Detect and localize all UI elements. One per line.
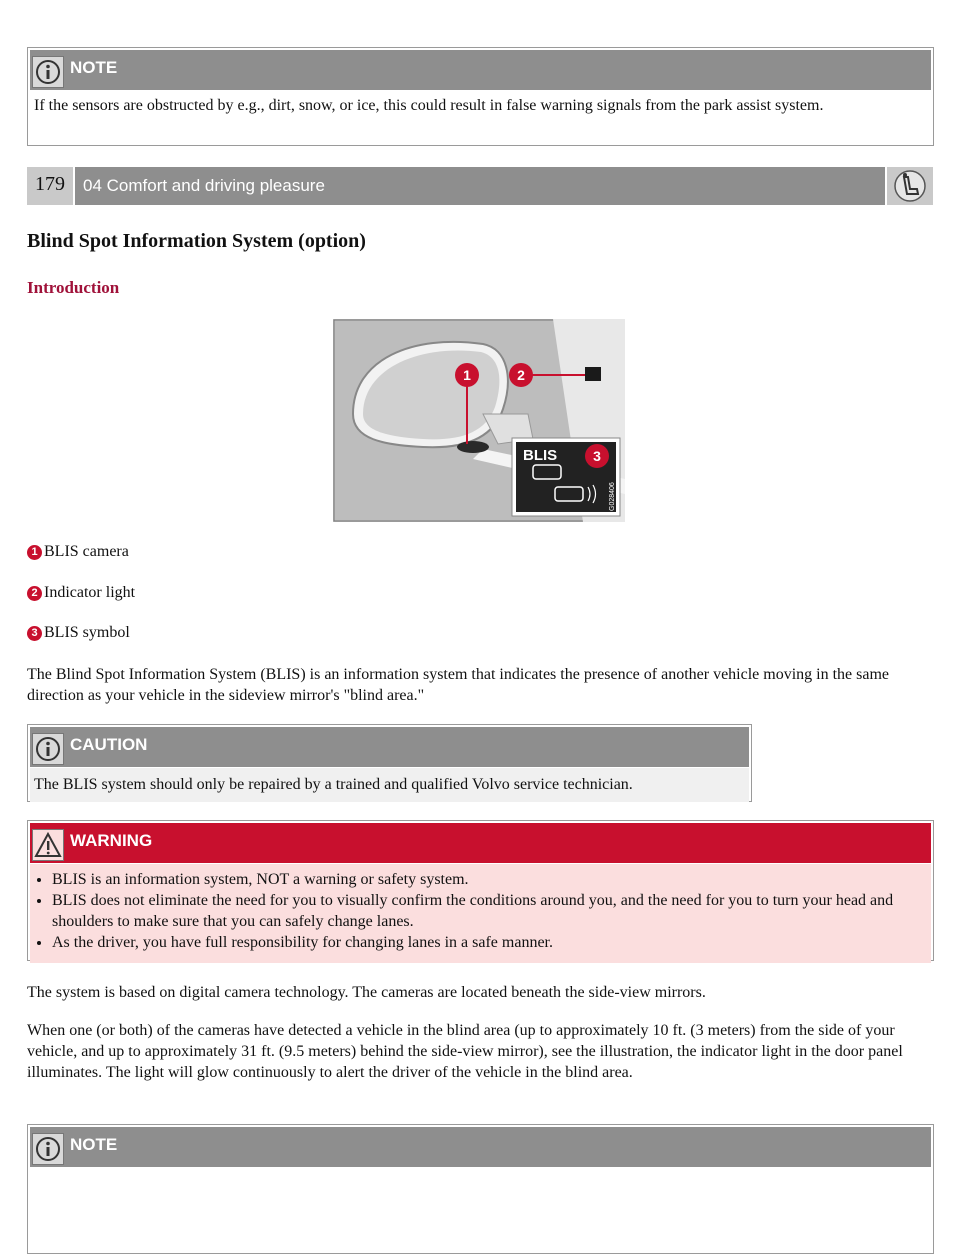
callout-badge: 2 — [27, 586, 42, 601]
warning-list — [30, 869, 927, 953]
legend-label: BLIS symbol — [44, 624, 130, 641]
info-icon — [32, 1133, 64, 1165]
note-text: If the sensors are obstructed by e.g., dirt, snow, or ice, this could result in false warning signals from the park assist system. — [34, 97, 824, 114]
seat-icon — [887, 167, 933, 205]
blis-symbol-text: BLIS — [523, 447, 558, 464]
note-header — [30, 1127, 931, 1167]
page-title: Blind Spot Information System (option) — [27, 230, 366, 252]
chapter-title: 04 Comfort and driving pleasure — [75, 167, 885, 205]
warning-box — [27, 820, 934, 961]
caution-text: The BLIS system should only be repaired by a trained and qualified Volvo service technician. — [30, 768, 749, 802]
section-subheading: Introduction — [27, 278, 120, 297]
legend-item — [27, 543, 129, 561]
figure-code: G028406 — [609, 482, 616, 511]
info-icon — [32, 733, 64, 765]
warning-header — [30, 823, 931, 863]
warning-item: • BLIS is an information system, NOT a warning or safety system. — [52, 869, 927, 890]
page-number: 179 — [27, 167, 73, 205]
caution-box — [27, 724, 752, 802]
intro-paragraph: The Blind Spot Information System (BLIS) is an information system that indicates the presence of another vehicle moving in the same direction as your vehicle in the sideview mirror's "blind area." — [27, 666, 890, 704]
legend-label: Indicator light — [44, 584, 136, 601]
bottom-note-box — [27, 1124, 934, 1254]
top-note-box — [27, 47, 934, 146]
blis-illustration — [333, 319, 625, 522]
info-icon — [32, 56, 64, 88]
caution-header — [30, 727, 749, 767]
paragraph-detection: When one (or both) of the cameras have detected a vehicle in the blind area (up to approximately 10 ft. (3 meters) from the side of your vehicle, and up to approximately 31 ft. (9.5 meters) behind the side-view mirror), see the illustration, the indicator light in the door panel illuminates. The light will glow continuously to alert the driver of the vehicle in the blind area. — [27, 1022, 903, 1081]
note-title: NOTE — [70, 58, 118, 77]
callout-2: 2 — [509, 363, 533, 387]
callout-1: 1 — [455, 363, 479, 387]
legend-label: BLIS camera — [44, 543, 129, 560]
warning-item: • As the driver, you have full responsibility for changing lanes in a safe manner. — [52, 932, 927, 953]
warning-body — [30, 864, 931, 963]
legend-item — [27, 624, 130, 642]
caution-title: CAUTION — [70, 735, 148, 754]
callout-3: 3 — [585, 444, 609, 468]
note-title: NOTE — [70, 1135, 118, 1154]
note-header — [30, 50, 931, 90]
callout-badge: 3 — [27, 626, 42, 641]
callout-badge: 1 — [27, 545, 42, 560]
legend-item — [27, 584, 135, 602]
paragraph-camera: The system is based on digital camera technology. The cameras are located beneath the side-view mirrors. — [27, 984, 706, 1001]
warning-triangle-icon — [32, 829, 64, 861]
chapter-header — [27, 167, 933, 207]
warning-title: WARNING — [70, 831, 153, 850]
warning-item: • BLIS does not eliminate the need for you to visually confirm the conditions around you, and the need for you to turn your head and shoulders to make sure that you can safely change lanes. — [52, 890, 927, 932]
